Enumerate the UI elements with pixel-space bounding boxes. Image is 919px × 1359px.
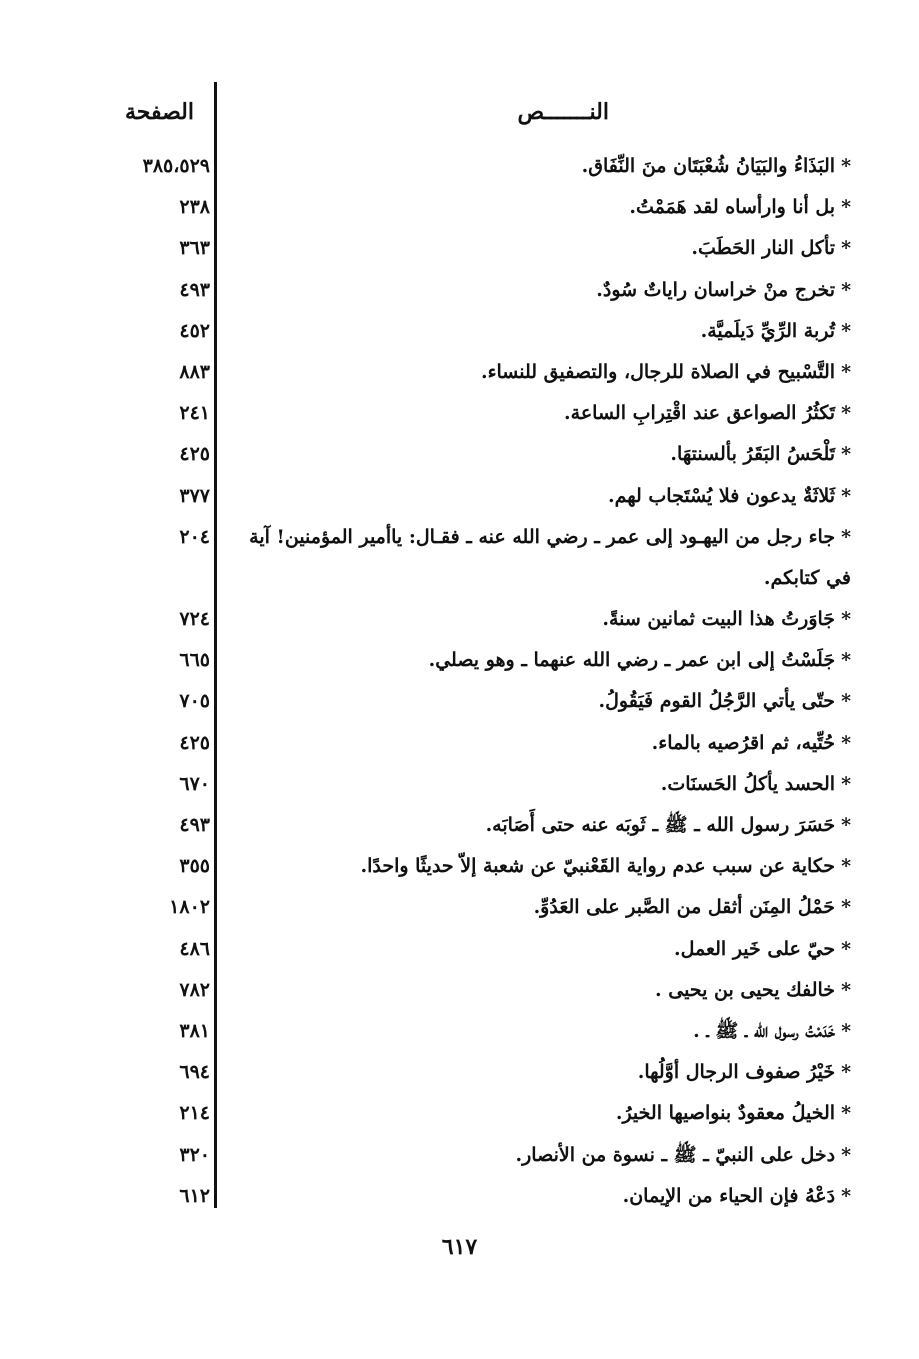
entry-page: ٧٢٤ [179, 608, 210, 631]
entry-text [222, 805, 851, 846]
entry-text [222, 599, 851, 640]
entry-page: ٣٧٧ [179, 484, 210, 507]
entry-page: ٦٧٠ [179, 772, 210, 795]
entry-page: ٦٩٤ [179, 1061, 210, 1084]
entry-text [222, 187, 851, 228]
index-row [0, 599, 919, 640]
bullet-star: * [841, 937, 851, 960]
entry-text [222, 517, 851, 599]
entry-page: ٢٣٨ [179, 196, 210, 219]
bullet-star: * [841, 1143, 851, 1166]
entry-label: تَكثُرُ الصواعق عند اقْتِرابِ الساعة. [564, 402, 836, 425]
index-row [0, 352, 919, 393]
entry-text [222, 393, 851, 434]
entry-label: بل أنا وارأساه لقد هَمَمْتُ. [629, 196, 836, 219]
bullet-star: * [841, 1061, 851, 1084]
index-row [0, 187, 919, 228]
entry-text [222, 1135, 851, 1176]
entry-page: ٤٢٥ [179, 443, 210, 466]
entry-label: البَذَاءُ والبَيَانُ شُعْبَتَان منَ النِّفَاق. [581, 155, 836, 177]
index-row [0, 270, 919, 311]
bullet-star: * [841, 1019, 851, 1042]
entry-page: ٣٦٣ [179, 237, 210, 260]
bullet-star: * [841, 402, 851, 425]
entry-label: الخيلُ معقودٌ بنواصيها الخيرُ. [615, 1102, 836, 1125]
entry-label: دَعْهُ فإن الحياء من الإيمان. [622, 1184, 836, 1207]
index-row [0, 640, 919, 681]
index-row [0, 681, 919, 722]
index-row [0, 1176, 919, 1217]
entry-label: حُتِّيه، ثم اقرُصيه بالماء. [651, 731, 836, 754]
bullet-star: * [841, 978, 851, 1001]
entry-label: جاء رجل من اليهـود إلى عمر ـ رضي الله عنه ـ فقـال: ياأمير المؤمنين! آية في كتابكم. [249, 525, 851, 589]
entry-page: ٣٢٠ [179, 1143, 210, 1166]
bullet-star: * [841, 484, 851, 507]
entry-text [222, 846, 851, 887]
bullet-star: * [841, 155, 851, 177]
entry-text [222, 681, 851, 722]
entry-page: ٣٥٥ [179, 855, 210, 878]
bullet-star: * [841, 649, 851, 672]
index-row [0, 434, 919, 475]
index-row [0, 805, 919, 846]
entry-page: ٤٩٣ [179, 278, 210, 301]
column-header-page: الصفحة [124, 99, 194, 125]
entry-page: ٢٤١ [179, 402, 210, 425]
index-row [0, 723, 919, 764]
entry-page: ٤٨٦ [179, 937, 210, 960]
entry-page: ٦٦٥ [179, 649, 210, 672]
entry-label: خالفك يحيى بن يحيى . [655, 978, 836, 1001]
index-row [0, 476, 919, 517]
index-row [0, 1052, 919, 1093]
bullet-star: * [841, 772, 851, 795]
entry-text [222, 270, 851, 311]
bullet-star: * [841, 443, 851, 466]
entry-label: تخرج منْ خراسان راياتٌ سُودٌ. [596, 278, 836, 301]
page-number: ٦١٧ [441, 1234, 478, 1260]
entry-label: ثَلاثَةٌ يدعون فلا يُسْتَجاب لهم. [607, 484, 836, 507]
index-row [0, 970, 919, 1011]
entry-text [222, 1052, 851, 1093]
bullet-star: * [841, 319, 851, 342]
entry-label: حتّى يأتي الرَّجُلُ القوم فَيَقُولُ. [598, 690, 836, 713]
entry-page: ٤٥٢ [179, 319, 210, 342]
index-row [0, 846, 919, 887]
entry-text [222, 764, 851, 805]
bullet-star: * [841, 690, 851, 713]
bullet-star: * [841, 1102, 851, 1125]
entry-label: تُربة الرِّيِّ دَيلَميَّة. [700, 319, 836, 342]
entry-label: حيّ على خَير العمل. [673, 937, 836, 960]
entry-text [222, 434, 851, 475]
entry-page: ٧٨٢ [179, 978, 210, 1001]
entry-page: ٣٨٥،٥٢٩ [142, 155, 210, 177]
entry-text [222, 228, 851, 269]
index-row [0, 228, 919, 269]
index-row [0, 517, 919, 599]
entry-page: ٢٠٤ [179, 525, 210, 548]
entry-text [222, 1093, 851, 1134]
entry-label: خَيْرُ صفوف الرجال أوَّلُها. [637, 1061, 836, 1084]
entry-label: جَاوَرتُ هذا البيت ثمانين سنةً. [602, 608, 836, 631]
column-header-text: النـــــــص [517, 99, 609, 125]
entry-text [222, 311, 851, 352]
entry-page: ٢١٤ [179, 1102, 210, 1125]
entry-text [222, 970, 851, 1011]
bullet-star: * [841, 196, 851, 219]
index-row [0, 1093, 919, 1134]
index-row [0, 887, 919, 928]
entry-text [222, 476, 851, 517]
entry-label: تَلْحَسُ البَقَرُ بألسنتهَا. [670, 443, 836, 466]
entry-label: حكاية عن سبب عدم رواية القَعْنبيّ عن شعبة إلاّ حديثًا واحدًا. [360, 855, 836, 878]
entry-text [222, 887, 851, 928]
entry-text [222, 640, 851, 681]
bullet-star: * [841, 278, 851, 301]
index-row [0, 1135, 919, 1176]
bullet-star: * [841, 360, 851, 383]
entry-page: ٣٨١ [179, 1019, 210, 1042]
index-row [0, 764, 919, 805]
entry-label: الحسد يأكلُ الحَسنَات. [660, 772, 836, 795]
bullet-star: * [841, 1184, 851, 1207]
entry-text [222, 929, 851, 970]
index-row [0, 311, 919, 352]
entry-text [222, 723, 851, 764]
entry-label: تأكل النار الحَطَبَ. [691, 237, 836, 260]
index-row [0, 1011, 919, 1052]
bullet-star: * [841, 731, 851, 754]
bullet-star: * [841, 814, 851, 837]
entry-page: ٨٨٣ [179, 360, 210, 383]
entry-label: دخل على النبيّ ـ ﷺ ـ نسوة من الأنصار. [515, 1143, 836, 1166]
index-row [0, 393, 919, 434]
entry-label: حَسَرَ رسول الله ـ ﷺ ـ ثَوبَه عنه حتى أَصَابَه. [485, 814, 836, 837]
bullet-star: * [841, 855, 851, 878]
bullet-star: * [841, 608, 851, 631]
bullet-star: * [841, 237, 851, 260]
entry-text [222, 146, 851, 187]
entry-text [222, 352, 851, 393]
index-row [0, 929, 919, 970]
bullet-star: * [841, 525, 851, 548]
entry-label: جَلَسْتُ إلى ابن عمر ـ رضي الله عنهما ـ وهو يصلي. [428, 649, 836, 672]
entry-label: التَّسْبيح في الصلاة للرجال، والتصفيق للنساء. [480, 360, 836, 383]
entry-label: حَمْلُ المِنَن أثقل من الصَّبر على العَدُوِّ. [533, 896, 836, 919]
entry-text [222, 1176, 851, 1217]
entry-page: ٤٢٥ [179, 731, 210, 754]
index-list [0, 146, 919, 1217]
entry-page: ٤٩٣ [179, 814, 210, 837]
entry-page: ٦١٢ [179, 1184, 210, 1207]
entry-text [222, 1011, 851, 1052]
entry-label: خَدَمْتُ رسول الله ـ ﷺ ـ . [693, 1019, 836, 1042]
entry-page: ٧٠٥ [179, 690, 210, 713]
bullet-star: * [841, 896, 851, 919]
entry-page: ١٨٠٢ [169, 896, 210, 919]
index-row [0, 146, 919, 187]
